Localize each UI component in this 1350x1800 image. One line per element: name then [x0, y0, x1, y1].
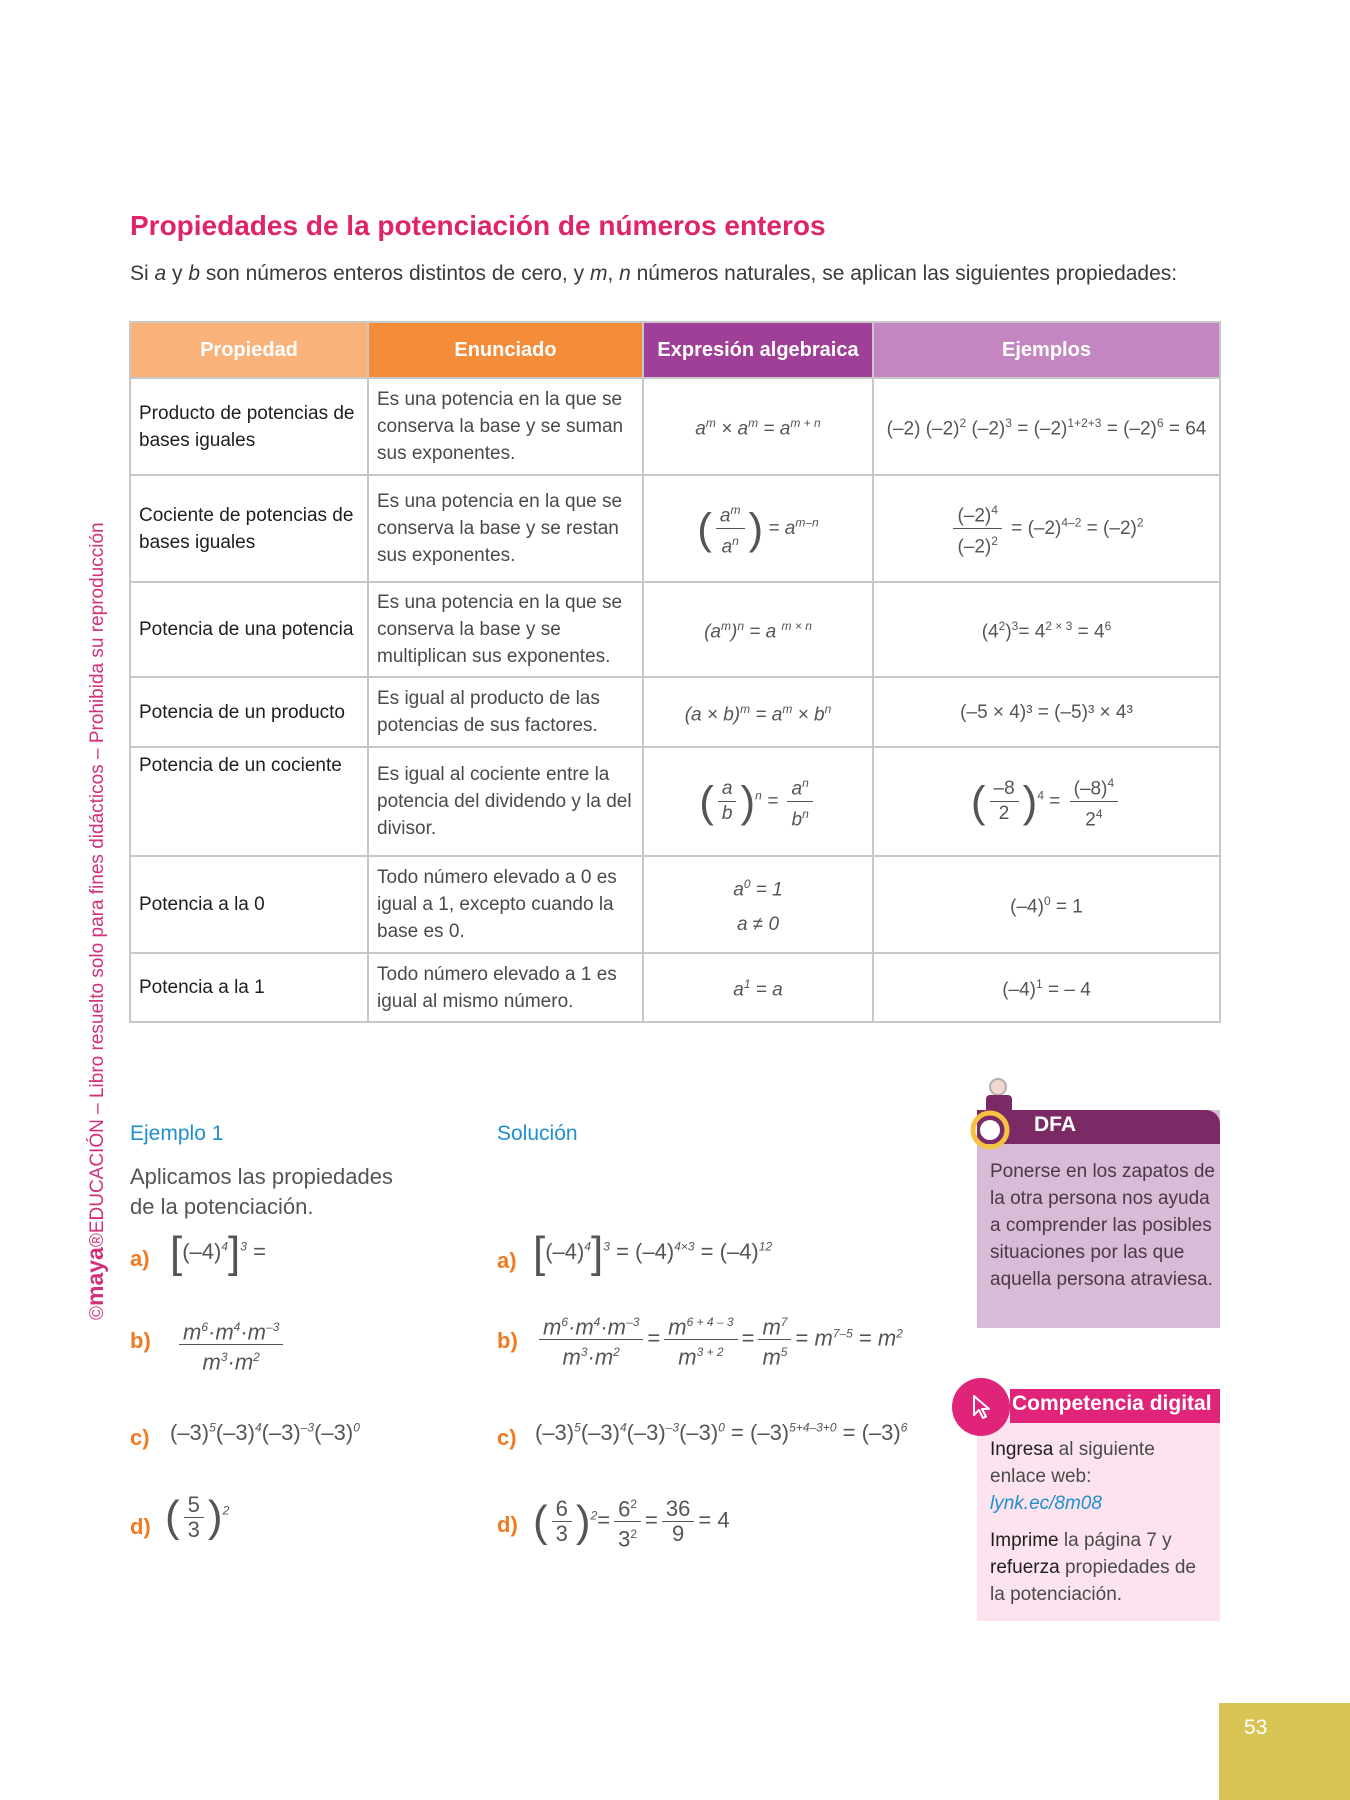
example-cell: $(-4)^1$ = – 4 [873, 953, 1220, 1022]
example-label-d: d) [130, 1514, 151, 1539]
solution-heading: Solución [497, 1122, 578, 1145]
solution-expression-d: ( $\frac{6}{3}$ )$^2$= $\frac{6^2}{3^2}$ = $\frac{36}{9}$ = 4 [533, 1492, 730, 1552]
expression-cell: $(a \times b)^m = a^m \times b^n$ [643, 677, 873, 747]
expression-cell: $a^0 = 1$ a ≠ 0 [643, 856, 873, 953]
example-expression-d: ( $\frac{5}{3}$ )$^2$ [165, 1491, 230, 1542]
table-row [130, 475, 1220, 582]
table-row [130, 856, 1220, 953]
example-cell: $(-4)^0 = 1$ [873, 856, 1220, 953]
example-cell: ( $\frac{-8}{2}$ )$^4$ = $\frac{(-8)^4}{2^4}$ [873, 747, 1220, 856]
enunciado-cell: Todo número elevado a 0 es igual a 1, excepto cuando la base es 0. [368, 856, 643, 953]
example-expression-b: $\frac{m^6\cdot m^4\cdot m^{-3}}{m^3\cdot m^2}$ [175, 1315, 287, 1375]
cursor-icon [967, 1391, 997, 1421]
example-cell: (–5 × 4)³ = (–5)³ × 4³ [873, 677, 1220, 747]
enunciado-cell: Es una potencia en la que se conserva la base y se suman sus exponentes. [368, 378, 643, 475]
expression-cell: $(a^m)^n = a$ $^{m \times n}$ [643, 582, 873, 677]
propiedad-cell: Cociente de potencias de bases iguales [130, 475, 368, 582]
page-number: 53 [1244, 1716, 1268, 1739]
header-expresion: Expresión algebraica [643, 322, 873, 378]
table-row [130, 378, 1220, 475]
enunciado-cell: Es una potencia en la que se conserva la base y se restan sus exponentes. [368, 475, 643, 582]
example-expression-c: $(-3)^5(-3)^4(-3)^{-3}(-3)^0$ [170, 1420, 360, 1445]
person-wheelchair-icon [968, 1075, 1022, 1155]
propiedad-cell: Potencia de una potencia [130, 582, 368, 677]
example-expression-a: $[(-4)^4]^3$ = [170, 1228, 266, 1277]
dfa-title: DFA [1034, 1113, 1076, 1136]
competencia-text: Ingresa al siguiente enlace web: lynk.ec/8m08 Imprime la página 7 y refuerza propiedades de la potenciación. [990, 1439, 1196, 1605]
dfa-text: Ponerse en los zapatos de la otra persona nos ayuda a comprender las posibles situaciones por las que aquella persona atraviesa. [990, 1161, 1215, 1290]
page-number-box [1219, 1703, 1350, 1800]
example-text: Aplicamos las propiedades de la potenciación. [130, 1164, 393, 1219]
example-heading: Ejemplo 1 [130, 1122, 224, 1145]
example-label-c: c) [130, 1425, 150, 1450]
propiedad-cell: Potencia a la 0 [130, 856, 368, 953]
competencia-link[interactable]: lynk.ec/8m08 [990, 1493, 1102, 1514]
propiedad-cell: Producto de potencias de bases iguales [130, 378, 368, 475]
solution-label-c: c) [497, 1425, 517, 1450]
enunciado-cell: Es igual al cociente entre la potencia del dividendo y la del divisor. [368, 747, 643, 856]
header-propiedad: Propiedad [130, 322, 368, 378]
expression-cell: $a^m \times a^m = a^{m + n}$ [643, 378, 873, 475]
side-copyright-text: ©maya®EDUCACIÓN – Libro resuelto solo para fines didácticos – Prohibida su reproducción [82, 522, 108, 1320]
example-cell: $\frac{(-2)^4}{(-2)^2}$ = $(-2)^{4-2} = (-2)^2$ [873, 475, 1220, 582]
propiedad-cell: Potencia de un cociente [130, 747, 368, 856]
intro-text: Si a y b son números enteros distintos de cero, y m, n números naturales, se aplican las siguientes propiedades: [130, 262, 1178, 285]
solution-expression-a: $[(-4)^4]^3 = (-4)^{4\times 3} = (-4)^{12}$ [533, 1228, 773, 1277]
propiedad-cell: Potencia a la 1 [130, 953, 368, 1022]
solution-label-d: d) [497, 1512, 518, 1537]
example-cell: (–2) $(-2)^2$ $(-2)^3 = (-2)^{1+2+3} = (-2)^6 = 64$ [873, 378, 1220, 475]
expression-cell: $a^1 = a$ [643, 953, 873, 1022]
header-ejemplos: Ejemplos [873, 322, 1220, 378]
table-row [130, 747, 1220, 856]
example-label-a: a) [130, 1246, 150, 1271]
example-cell: $(4^2)^3= 4^{2 \times 3} = 4^6$ [873, 582, 1220, 677]
solution-label-a: a) [497, 1248, 517, 1273]
table-row [130, 677, 1220, 747]
expression-cell: ( $\frac{a}{b}$ )$^n$ = $\frac{a^n}{b^n}$ [643, 747, 873, 856]
solution-expression-c: $(-3)^5(-3)^4(-3)^{-3}(-3)^0 = (-3)^{5+4-3+0} = (-3)^6$ [535, 1420, 908, 1445]
enunciado-cell: Todo número elevado a 1 es igual al mismo número. [368, 953, 643, 1022]
propiedad-cell: Potencia de un producto [130, 677, 368, 747]
enunciado-cell: Es igual al producto de las potencias de sus factores. [368, 677, 643, 747]
solution-expression-b: $\frac{m^6\cdot m^4\cdot m^{-3}}{m^3\cdot m^2}$ = $\frac{m^{6 + 4 - 3}}{m^{3 + 2}}$ = $\frac{m^7}{m^5}$ = $m^{7-5} = m^2$ [535, 1310, 903, 1370]
solution-label-b: b) [497, 1328, 518, 1353]
example-label-b: b) [130, 1328, 151, 1353]
page-title: Propiedades de la potenciación de números enteros [130, 210, 826, 241]
properties-table [129, 321, 1221, 1023]
competencia-title: Competencia digital [1012, 1392, 1212, 1415]
table-row [130, 582, 1220, 677]
enunciado-cell: Es una potencia en la que se conserva la base y se multiplican sus exponentes. [368, 582, 643, 677]
header-enunciado: Enunciado [368, 322, 643, 378]
expression-cell: ( $\frac{a^m}{a^n}$ ) = $a^{m-n}$ [643, 475, 873, 582]
table-row [130, 953, 1220, 1022]
